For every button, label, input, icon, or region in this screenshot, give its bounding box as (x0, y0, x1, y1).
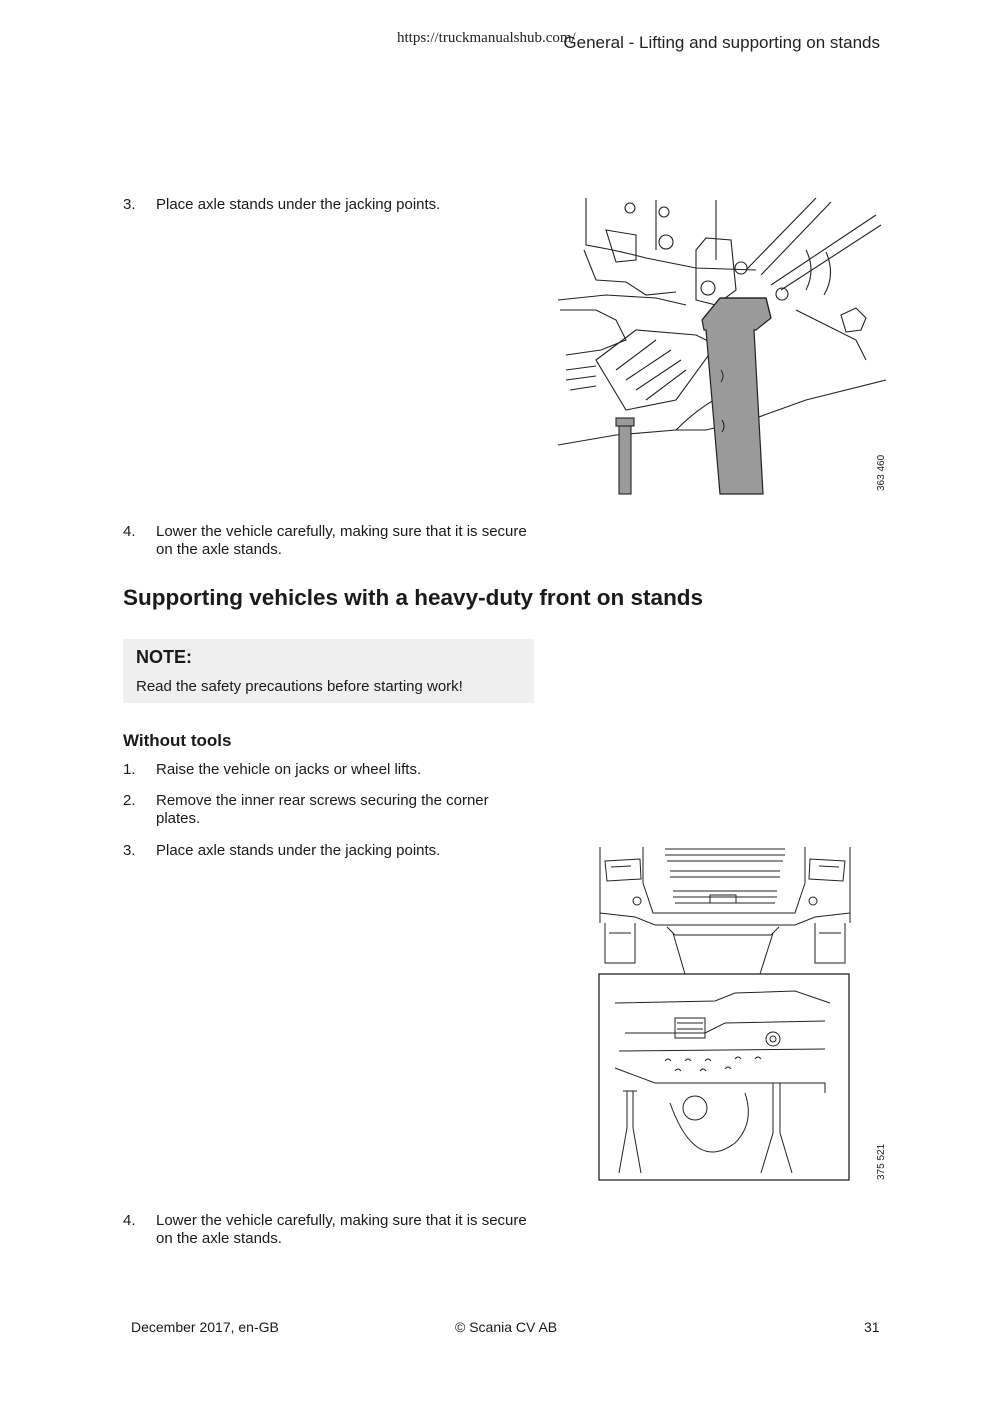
step-number: 4. (123, 523, 136, 540)
truck-front-stands-illustration (595, 843, 855, 1183)
figure-number: 375 521 (876, 1143, 887, 1180)
step-4-section2 (123, 1212, 543, 1248)
footer-date: December 2017, en-GB (131, 1319, 279, 1335)
step-number: 3. (123, 842, 136, 859)
note-title: NOTE: (136, 647, 192, 667)
step-text: Place axle stands under the jacking points. (156, 196, 441, 213)
step-4-section1 (123, 523, 543, 559)
footer-copyright: © Scania CV AB (455, 1319, 558, 1335)
source-url: https://truckmanualshub.com/ (397, 30, 576, 46)
main-axle-stand (702, 298, 771, 494)
step-text: Lower the vehicle carefully, making sure that it is secure on the axle stands. (156, 1212, 527, 1247)
step-3-section1 (123, 196, 543, 214)
note-text: Read the safety precautions before starting work! (136, 678, 463, 695)
step-number: 4. (123, 1212, 136, 1229)
step-text: Lower the vehicle carefully, making sure that it is secure on the axle stands. (156, 523, 527, 558)
section-heading: Supporting vehicles with a heavy-duty front on stands (123, 585, 704, 610)
running-head: General - Lifting and supporting on stands (563, 33, 880, 52)
axle-stand-illustration (556, 190, 890, 500)
note-box (123, 639, 534, 703)
step-3-section2 (123, 842, 543, 860)
page-number: 31 (864, 1319, 880, 1335)
step-2-section2 (123, 792, 528, 828)
step-text: Place axle stands under the jacking points. (156, 842, 441, 859)
step-text: Remove the inner rear screws securing the corner plates. (156, 792, 489, 827)
step-number: 2. (123, 792, 136, 809)
left-axle-stand (619, 422, 631, 494)
step-number: 1. (123, 761, 136, 778)
figure-number: 363 460 (876, 454, 887, 491)
step-number: 3. (123, 196, 136, 213)
step-1-section2 (123, 761, 543, 779)
step-text: Raise the vehicle on jacks or wheel lifts. (156, 761, 422, 778)
subheading: Without tools (123, 731, 232, 750)
